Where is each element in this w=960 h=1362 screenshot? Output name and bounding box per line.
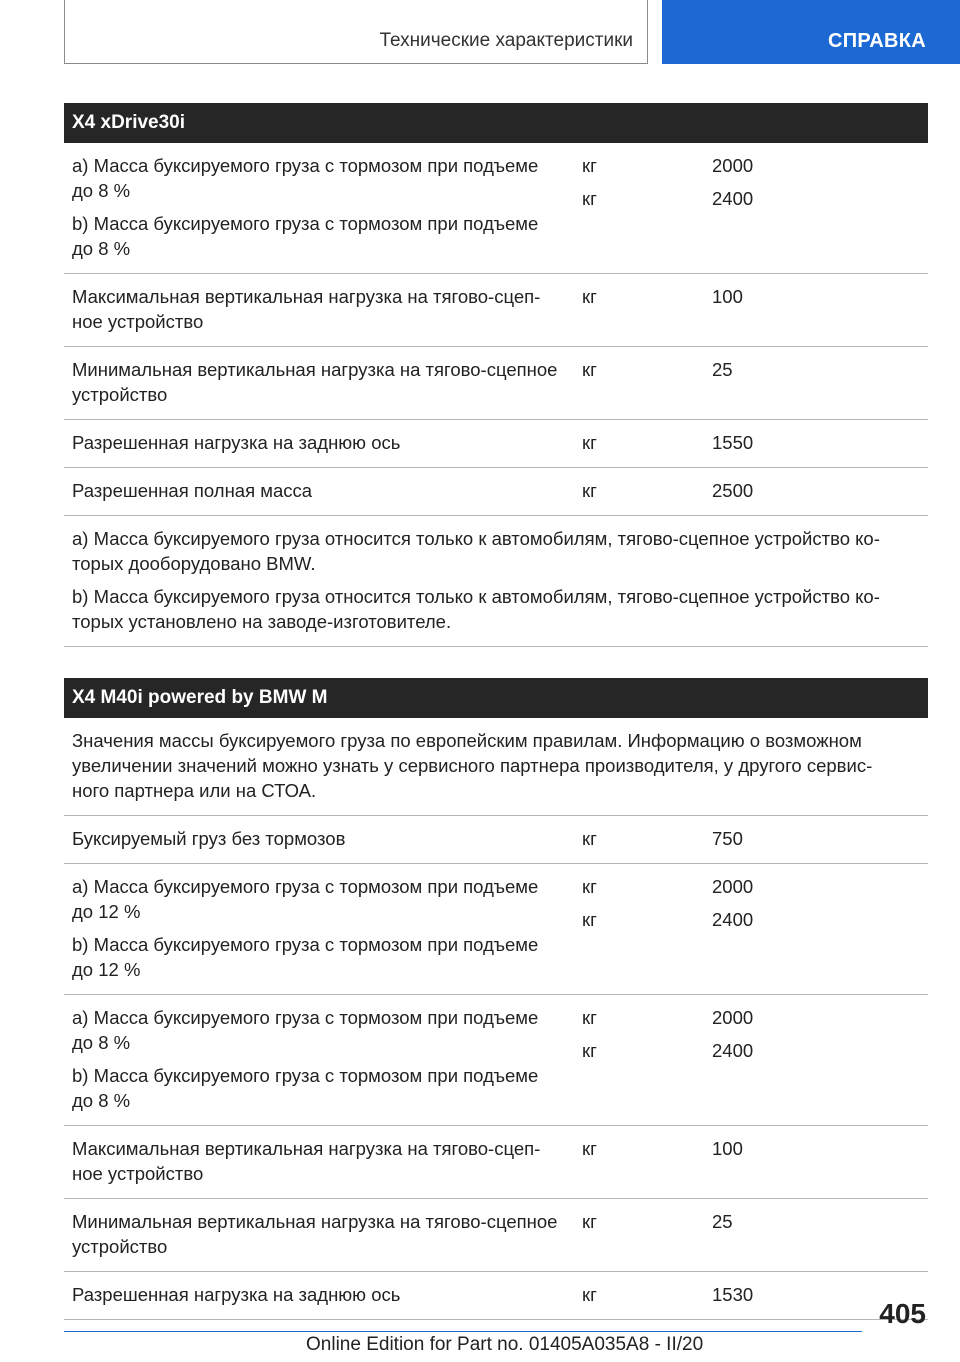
row-label: Разрешенная нагрузка на заднюю ось <box>72 432 401 453</box>
section-x4-m40i <box>64 678 928 1320</box>
table-row <box>64 864 928 995</box>
row-value: 2500 <box>712 480 754 501</box>
row-unit: кг кг <box>582 1007 597 1061</box>
row-label: Буксируемый груз без тормозов <box>72 828 346 849</box>
row-unit: кг кг <box>582 876 597 930</box>
row-unit: кг <box>582 1284 597 1305</box>
section-intro: Значения массы буксируемого груза по европейским правилам. Информацию о возможном увеличении значений можно узнать у сервисного партнера производителя, у другого сервис- ного партнера или на СТОА. <box>64 718 928 816</box>
section-x4-xdrive30i <box>64 103 928 647</box>
row-unit: кг <box>582 432 597 453</box>
row-label: а) Масса буксируемого груза с тормозом при подъеме до 8 % b) Масса буксируемого груза с тормозом при подъеме до 8 % <box>72 1007 539 1111</box>
section-heading: X4 xDrive30i <box>64 103 928 143</box>
row-unit: кг <box>582 828 597 849</box>
row-label: Минимальная вертикальная нагрузка на тягово-сцепное устройство <box>72 1211 558 1257</box>
row-label: а) Масса буксируемого груза с тормозом при подъеме до 12 % b) Масса буксируемого груза с тормозом при подъеме до 12 % <box>72 876 539 980</box>
row-value: 2000 2400 <box>712 155 754 209</box>
table-row <box>64 468 928 516</box>
table-row <box>64 816 928 864</box>
spec-content <box>64 103 928 1351</box>
table-row <box>64 1126 928 1199</box>
header-title-box <box>64 0 648 64</box>
table-row <box>64 1272 928 1320</box>
page-number: 405 <box>879 1298 926 1329</box>
table-row <box>64 995 928 1126</box>
table-row <box>64 420 928 468</box>
row-value: 100 <box>712 1138 743 1159</box>
table-row <box>64 347 928 420</box>
row-label: а) Масса буксируемого груза с тормозом при подъеме до 8 % b) Масса буксируемого груза с тормозом при подъеме до 8 % <box>72 155 539 259</box>
table-row <box>64 274 928 347</box>
row-value: 25 <box>712 359 733 380</box>
row-label: Минимальная вертикальная нагрузка на тягово-сцепное устройство <box>72 359 558 405</box>
footer-edition: Online Edition for Part no. 01405A035A8 - II/20 <box>306 1334 704 1355</box>
row-unit: кг <box>582 286 597 307</box>
row-value: 1550 <box>712 432 754 453</box>
row-unit: кг кг <box>582 155 597 209</box>
row-unit: кг <box>582 359 597 380</box>
row-unit: кг <box>582 480 597 501</box>
row-value: 2000 2400 <box>712 876 754 930</box>
table-footnote: а) Масса буксируемого груза относится только к автомобилям, тягово-сцепное устройство ко- торых дооборудовано BMW. b) Масса буксируемого груза относится только к автомобилям, тягово-сцепное устройство ко- торых установлено на заводе-изготовителе. <box>64 516 928 647</box>
footer-divider <box>64 1331 862 1332</box>
row-value: 1530 <box>712 1284 754 1305</box>
row-unit: кг <box>582 1138 597 1159</box>
row-value: 2000 2400 <box>712 1007 754 1061</box>
row-label: Максимальная вертикальная нагрузка на тягово-сцеп- ное устройство <box>72 286 541 332</box>
chapter-title: Технические характеристики <box>379 30 633 51</box>
table-row <box>64 143 928 274</box>
row-unit: кг <box>582 1211 597 1232</box>
section-tab-reference[interactable]: СПРАВКА <box>662 0 960 64</box>
table-row <box>64 1199 928 1272</box>
row-label: Разрешенная полная масса <box>72 480 313 501</box>
section-heading: X4 M40i powered by BMW M <box>64 678 928 718</box>
row-label: Максимальная вертикальная нагрузка на тягово-сцеп- ное устройство <box>72 1138 541 1184</box>
row-label: Разрешенная нагрузка на заднюю ось <box>72 1284 401 1305</box>
row-value: 25 <box>712 1211 733 1232</box>
row-value: 750 <box>712 828 743 849</box>
row-value: 100 <box>712 286 743 307</box>
